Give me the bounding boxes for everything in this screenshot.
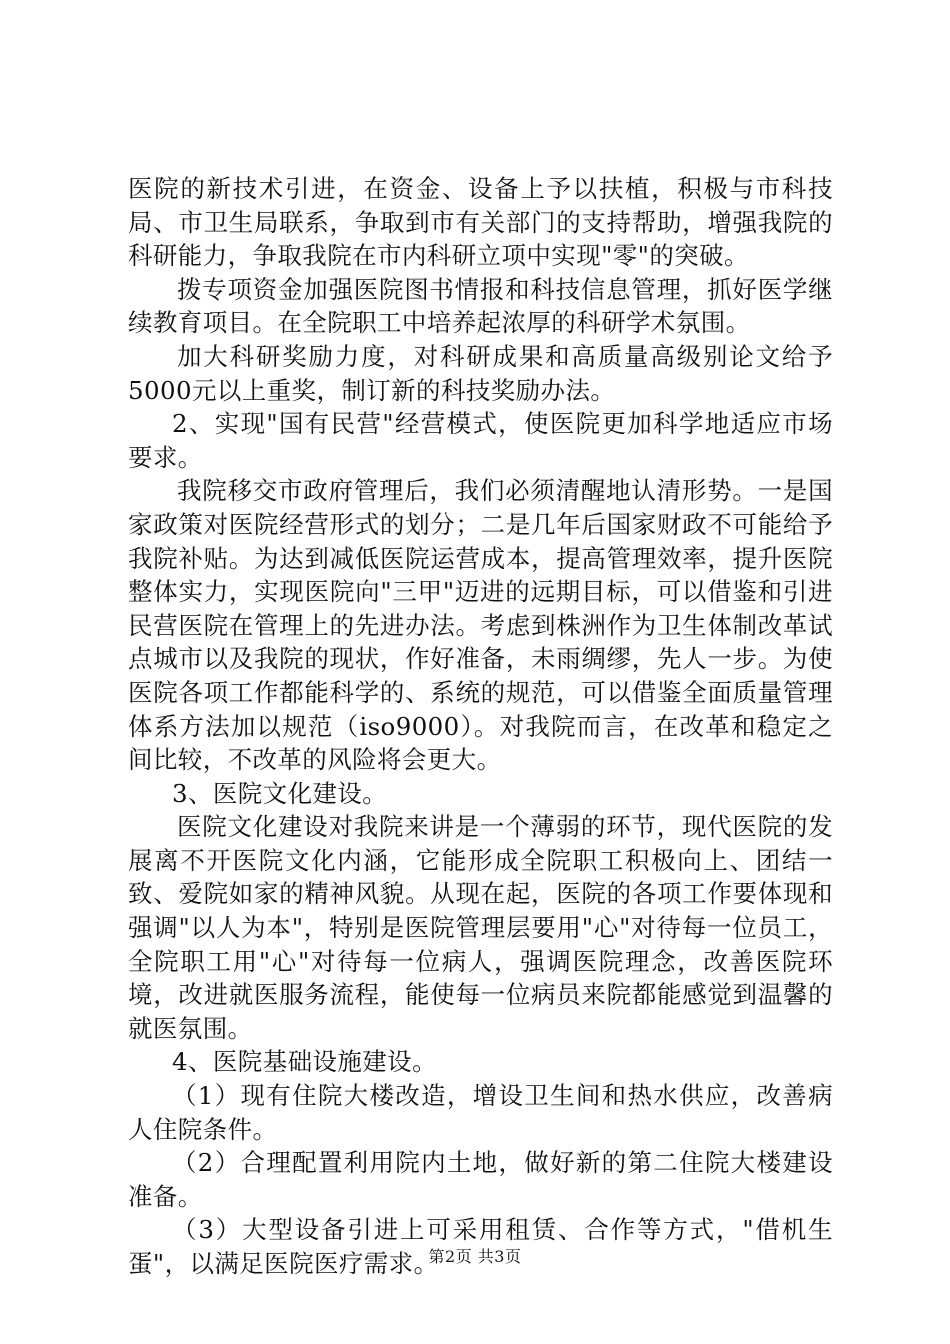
heading-infrastructure: 4、医院基础设施建设。: [172, 1047, 437, 1077]
heading-state-owned-private: 2、实现"国有民营"经营模式，使医院更加科学地适应市场要求。: [128, 409, 833, 472]
paragraph-research-awards: 加大科研奖励力度，对科研成果和高质量高级别论文给予5000元以上重奖，制订新的科技奖励办法。: [128, 341, 833, 405]
paragraph-reform: 我院移交市政府管理后，我们必须清醒地认清形势。一是国家政策对医院经营形式的划分；二是几年后国家财政不可能给予我院补贴。为达到减低医院运营成本，提高管理效率，提升医院整体实力，实现医院向"三甲"迈进的远期目标，可以借鉴和引进民营医院在管理上的先进办法。考虑到株洲作为卫生体制改革试点城市以及我院的现状，作好准备，未雨绸缪，先人一步。为使医院各项工作都能科学的、系统的规范，可以借鉴全面质量管理体系方法加以规范（iso9000）。对我院而言，在改革和稳定之间比较，不改革的风险将会更大。: [128, 476, 833, 775]
heading-hospital-culture: 3、医院文化建设。: [172, 778, 388, 808]
list-item-land-use: （2）合理配置利用院内土地，做好新的第二住院大楼建设准备。: [128, 1148, 833, 1211]
list-item-inpatient-building: （1）现有住院大楼改造，增设卫生间和热水供应，改善病人住院条件。: [128, 1081, 833, 1144]
document-body: [128, 172, 833, 1281]
paragraph-library-funding: 拨专项资金加强医院图书情报和科技信息管理，抓好医学继续教育项目。在全院职工中培养起浓厚的科研学术氛围。: [128, 274, 833, 338]
paragraph-culture: 医院文化建设对我院来讲是一个薄弱的环节，现代医院的发展离不开医院文化内涵，它能形成全院职工积极向上、团结一致、爱院如家的精神风貌。从现在起，医院的各项工作要体现和强调"以人为本"，特别是医院管理层要用"心"对待每一位员工，全院职工用"心"对待每一位病人，强调医院理念，改善医院环境，改进就医服务流程，能使每一位病员来院都能感觉到温馨的就医氛围。: [128, 812, 833, 1043]
paragraph-tech-intro: 医院的新技术引进，在资金、设备上予以扶植，积极与市科技局、市卫生局联系，争取到市有关部门的支持帮助，增强我院的科研能力，争取我院在市内科研立项中实现"零"的突破。: [128, 174, 833, 271]
page-number-footer: 第2页 共3页: [428, 1247, 522, 1266]
list-item-equipment: （3）大型设备引进上可采用租赁、合作等方式，"借机生蛋"，以满足医院医疗需求。: [128, 1215, 833, 1278]
